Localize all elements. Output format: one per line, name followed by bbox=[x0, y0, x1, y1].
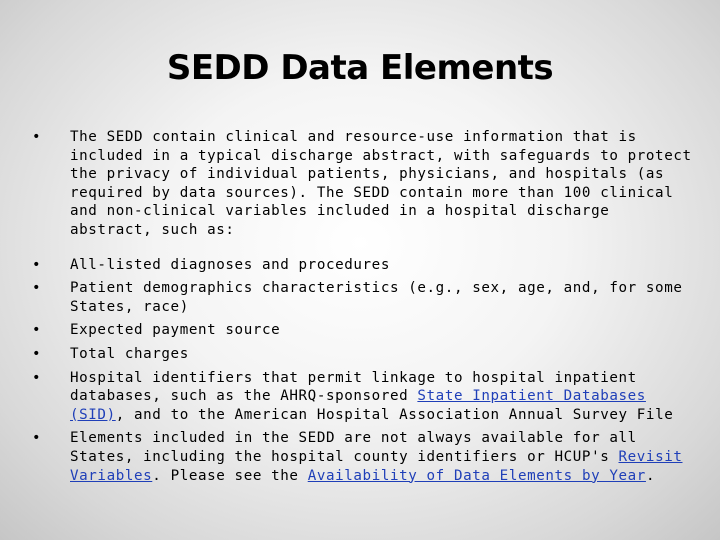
list-item-text-before: Elements included in the SEDD are not always available for all States, including the hospital county identifiers or HCUP's bbox=[70, 430, 637, 465]
slide-title: SEDD Data Elements bbox=[166, 48, 554, 88]
sid-link[interactable]: State Inpatient Databases (SID) bbox=[70, 388, 646, 423]
list-item-text: Total charges bbox=[70, 345, 189, 362]
bullet-marker: • bbox=[32, 369, 42, 386]
list-item-total-charges bbox=[32, 345, 692, 364]
list-item-payment-source bbox=[32, 321, 692, 340]
availability-by-year-link[interactable]: Availability of Data Elements by Year bbox=[307, 467, 646, 484]
list-item-text-after: , and to the American Hospital Association Annual Survey File bbox=[115, 406, 674, 423]
bullet-marker: • bbox=[32, 322, 42, 339]
list-item-text-before: Hospital identifiers that permit linkage to hospital inpatient databases, such as the AHRQ-sponsored bbox=[70, 369, 637, 405]
bullet-marker: • bbox=[32, 280, 42, 297]
list-item-availability bbox=[32, 429, 692, 485]
intro-list bbox=[32, 128, 692, 240]
data-elements-list bbox=[32, 256, 692, 486]
bullet-marker: • bbox=[32, 430, 42, 447]
revisit-variables-link[interactable]: Revisit Variables bbox=[70, 448, 683, 484]
list-item-diagnoses bbox=[32, 256, 692, 275]
list-item-text: All-listed diagnoses and procedures bbox=[70, 256, 390, 273]
list-item-text: Patient demographics characteristics (e.g., sex, age, and, for some States, race) bbox=[70, 280, 683, 315]
intro-bullet-item bbox=[32, 128, 692, 240]
list-item-text: Expected payment source bbox=[70, 322, 281, 339]
bullet-marker: • bbox=[32, 345, 42, 362]
list-item-demographics bbox=[32, 279, 692, 316]
list-item-text-middle: . Please see the bbox=[152, 467, 308, 484]
intro-text: The SEDD contain clinical and resource-use information that is included in a typical discharge abstract, with safeguards to protect the privacy of individual patients, physicians, and hospitals (as required by data sources). The SEDD contain more than 100 clinical and non-clinical variables included in a hospital discharge abstract, such as: bbox=[70, 129, 692, 238]
bullet-marker: • bbox=[32, 129, 42, 145]
list-item-hospital-identifiers bbox=[32, 369, 692, 425]
bullet-marker: • bbox=[32, 256, 42, 273]
slide-content bbox=[32, 128, 692, 490]
list-item-text-after: . bbox=[645, 467, 656, 484]
